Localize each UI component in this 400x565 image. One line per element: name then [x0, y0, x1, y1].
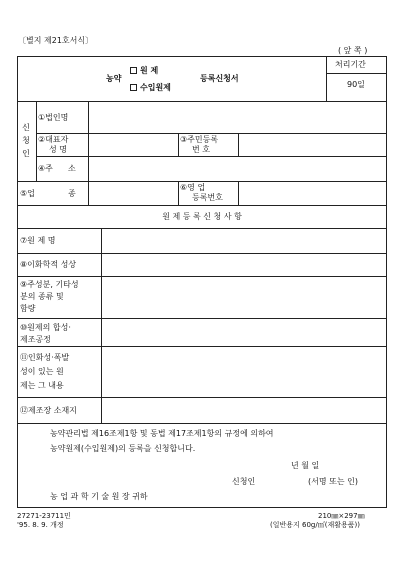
statement-line-1: 농약관리법 제16조제1항 및 동법 제17조제1항의 규정에 의하여 [50, 429, 274, 438]
business-type-label-1: ⑤업 [20, 189, 35, 198]
title-prefix: 농약 [106, 74, 122, 83]
applicant-group-label: 신 청 인 [22, 123, 30, 158]
business-reg-label-2: 등록번호 [192, 193, 223, 202]
resident-no-label-1: ③주민등록 [180, 135, 219, 144]
business-type-field[interactable] [90, 183, 176, 204]
item-physchem-label: ⑧이화학적 성상 [20, 260, 77, 269]
item-process-field[interactable] [103, 320, 385, 345]
footer-paper-spec: (일반용지 60g/㎡(재활용품)) [270, 521, 360, 529]
processing-period-value: 90일 [347, 80, 365, 89]
item-factory-label: ⑫제조장 소재지 [20, 406, 77, 415]
item-ingredients-field[interactable] [103, 278, 385, 317]
footer-form-code: 27271-23711민 [17, 512, 71, 520]
item-material-name-field[interactable] [103, 230, 385, 252]
checkbox-icon [130, 84, 137, 91]
processing-period-label: 처리기간 [335, 60, 366, 69]
applicant-signature-label: 신청인 [232, 477, 256, 486]
checkbox-icon [130, 67, 137, 74]
title-suffix: 등록신청서 [200, 74, 239, 83]
business-type-label-2: 종 [68, 189, 76, 198]
title-option-import[interactable]: 수입원제 [130, 83, 171, 92]
item-factory-field[interactable] [103, 399, 385, 422]
corp-name-label: ①법인명 [38, 113, 69, 122]
title-option-raw[interactable]: 원 제 [130, 66, 158, 75]
address-label-1: ④주 [38, 164, 53, 173]
section-title: 원 제 등 록 신 청 사 항 [162, 212, 242, 221]
statement-line-2: 농약원제(수입원제)의 등록을 신청합니다. [50, 444, 196, 453]
business-reg-label-1: ⑥영 업 [180, 183, 206, 192]
rep-name-label-1: ②대표자 [38, 135, 69, 144]
signature-placeholder: (서명 또는 인) [308, 477, 358, 486]
address-field[interactable] [90, 158, 385, 180]
recipient-line: 농 업 과 학 기 술 원 장 귀하 [50, 492, 148, 501]
item-hazard-field[interactable] [103, 348, 385, 396]
item-physchem-field[interactable] [103, 255, 385, 275]
resident-no-field[interactable] [240, 135, 385, 155]
item-ingredients-label: ⑨주성분, 기타성 분의 종류 및 함량 [20, 280, 79, 313]
rep-name-field[interactable] [90, 135, 176, 155]
form-number-label: 〔별지 제21호서식〕 [18, 36, 94, 45]
corp-name-field[interactable] [90, 103, 385, 132]
address-label-2: 소 [68, 164, 76, 173]
rep-name-label-2: 성 명 [49, 145, 67, 154]
item-hazard-label: ⑪인화성·폭발 성이 있는 원 제는 그 내용 [20, 353, 70, 390]
statement-date: 년 월 일 [291, 461, 320, 470]
business-reg-field[interactable] [240, 183, 385, 204]
resident-no-label-2: 번 호 [192, 145, 210, 154]
footer-revision: '95. 8. 9. 개정 [17, 521, 64, 529]
page-side-label: ( 앞 쪽 ) [338, 46, 368, 55]
item-process-label: ⑩원제의 합성· 제조공정 [20, 323, 71, 344]
footer-paper-size: 210㎜×297㎜ [318, 512, 365, 520]
item-material-name-label: ⑦원 제 명 [20, 236, 56, 245]
